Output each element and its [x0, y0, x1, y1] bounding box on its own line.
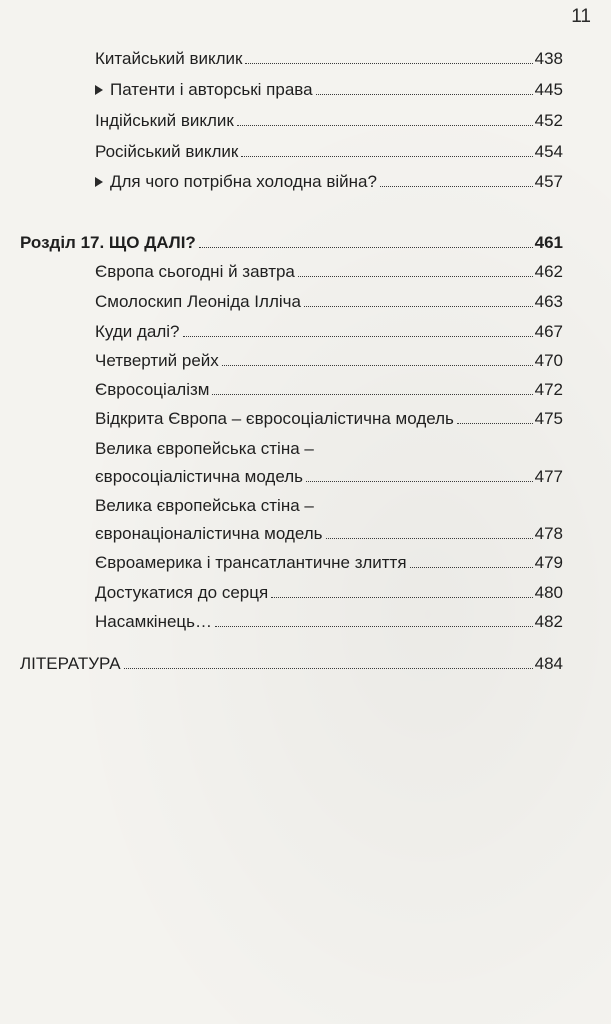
- toc-entry: [95, 524, 563, 544]
- dot-leader: [124, 668, 533, 669]
- toc-entry-title: Куди далі?: [95, 322, 180, 341]
- dot-leader: [222, 365, 533, 366]
- toc-entry: [95, 612, 563, 632]
- toc-entry-title-line1: Велика європейська стіна –: [95, 439, 314, 458]
- toc-entry-title: євронаціоналістична модель: [95, 524, 323, 543]
- toc-entry-title: Патенти і авторські права: [110, 80, 313, 99]
- toc-entry-title: Євроамерика і трансатлантичне злиття: [95, 553, 407, 572]
- toc-entry-page: 479: [534, 553, 563, 572]
- toc-entry: [95, 262, 563, 282]
- toc-entry-page: 462: [534, 262, 563, 281]
- toc-entry-page: 470: [534, 351, 563, 370]
- toc-entry: [95, 409, 563, 429]
- triangle-marker-icon: [95, 177, 103, 187]
- toc-entry-page: 461: [534, 233, 563, 252]
- dot-leader: [306, 481, 533, 482]
- toc-entry-title: Достукатися до серця: [95, 583, 269, 602]
- toc-entry-title: Смолоскип Леоніда Ілліча: [95, 292, 301, 311]
- toc-entry: [95, 49, 563, 69]
- toc-entry-page: 477: [534, 467, 563, 486]
- toc-entry: [95, 142, 563, 162]
- dot-leader: [183, 336, 533, 337]
- toc-entry-page: 463: [534, 292, 563, 311]
- toc-entry: [95, 380, 563, 400]
- dot-leader: [380, 186, 533, 187]
- toc-entry: [95, 322, 563, 342]
- toc-entry: [95, 467, 563, 487]
- dot-leader: [199, 247, 533, 248]
- toc-entry-page: 475: [534, 409, 563, 428]
- toc-entry-title: Європа сьогодні й завтра: [95, 262, 295, 281]
- dot-leader: [298, 276, 533, 277]
- toc-entry-page: 454: [534, 142, 563, 161]
- dot-leader: [326, 538, 533, 539]
- dot-leader: [241, 156, 532, 157]
- toc-entry-title: Насамкінець…: [95, 612, 213, 631]
- dot-leader: [316, 94, 533, 95]
- toc-entry-title: Відкрита Європа – євросоціалістична модель: [95, 409, 454, 428]
- toc-entry-title: євросоціалістична модель: [95, 467, 303, 486]
- toc-entry-page: 452: [534, 111, 563, 130]
- toc-entry-page: 484: [534, 654, 563, 673]
- toc-entry-title: Для чого потрібна холодна війна?: [110, 172, 377, 191]
- dot-leader: [237, 125, 533, 126]
- dot-leader: [410, 567, 533, 568]
- toc-entry-title: Індійський виклик: [95, 111, 234, 130]
- toc-entry: [95, 172, 563, 192]
- toc-entry-bibliography: [20, 654, 563, 674]
- dot-leader: [271, 597, 532, 598]
- toc-entry-page: 457: [534, 172, 563, 191]
- toc-entry-page: 478: [534, 524, 563, 543]
- dot-leader: [304, 306, 533, 307]
- dot-leader: [212, 394, 532, 395]
- toc-entry-title: Російський виклик: [95, 142, 239, 161]
- toc-entry: [95, 80, 563, 100]
- dot-leader: [215, 626, 533, 627]
- toc-entry: [95, 292, 563, 312]
- toc-entry: [95, 351, 563, 371]
- toc-entry: [95, 583, 563, 603]
- toc-entry-title: ЛІТЕРАТУРА: [20, 654, 121, 673]
- toc-entry-page: 472: [534, 380, 563, 399]
- toc-entry-title: Китайський виклик: [95, 49, 243, 68]
- dot-leader: [245, 63, 532, 64]
- toc-chapter-heading: [20, 233, 563, 253]
- dot-leader: [457, 423, 533, 424]
- toc-entry-title: Євросоціалізм: [95, 380, 210, 399]
- toc-entry-page: 467: [534, 322, 563, 341]
- toc-entry-title-line1: Велика європейська стіна –: [95, 496, 314, 515]
- toc-entry-page: 438: [534, 49, 563, 68]
- toc-entry: [95, 111, 563, 131]
- toc-entry: [95, 553, 563, 573]
- toc-entry-page: 445: [534, 80, 563, 99]
- triangle-marker-icon: [95, 85, 103, 95]
- toc-entry-title: Розділ 17. ЩО ДАЛІ?: [20, 233, 196, 252]
- toc-entry-title: Четвертий рейх: [95, 351, 219, 370]
- toc-entry-page: 480: [534, 583, 563, 602]
- toc-entry-page: 482: [534, 612, 563, 631]
- page-number: 11: [571, 6, 591, 27]
